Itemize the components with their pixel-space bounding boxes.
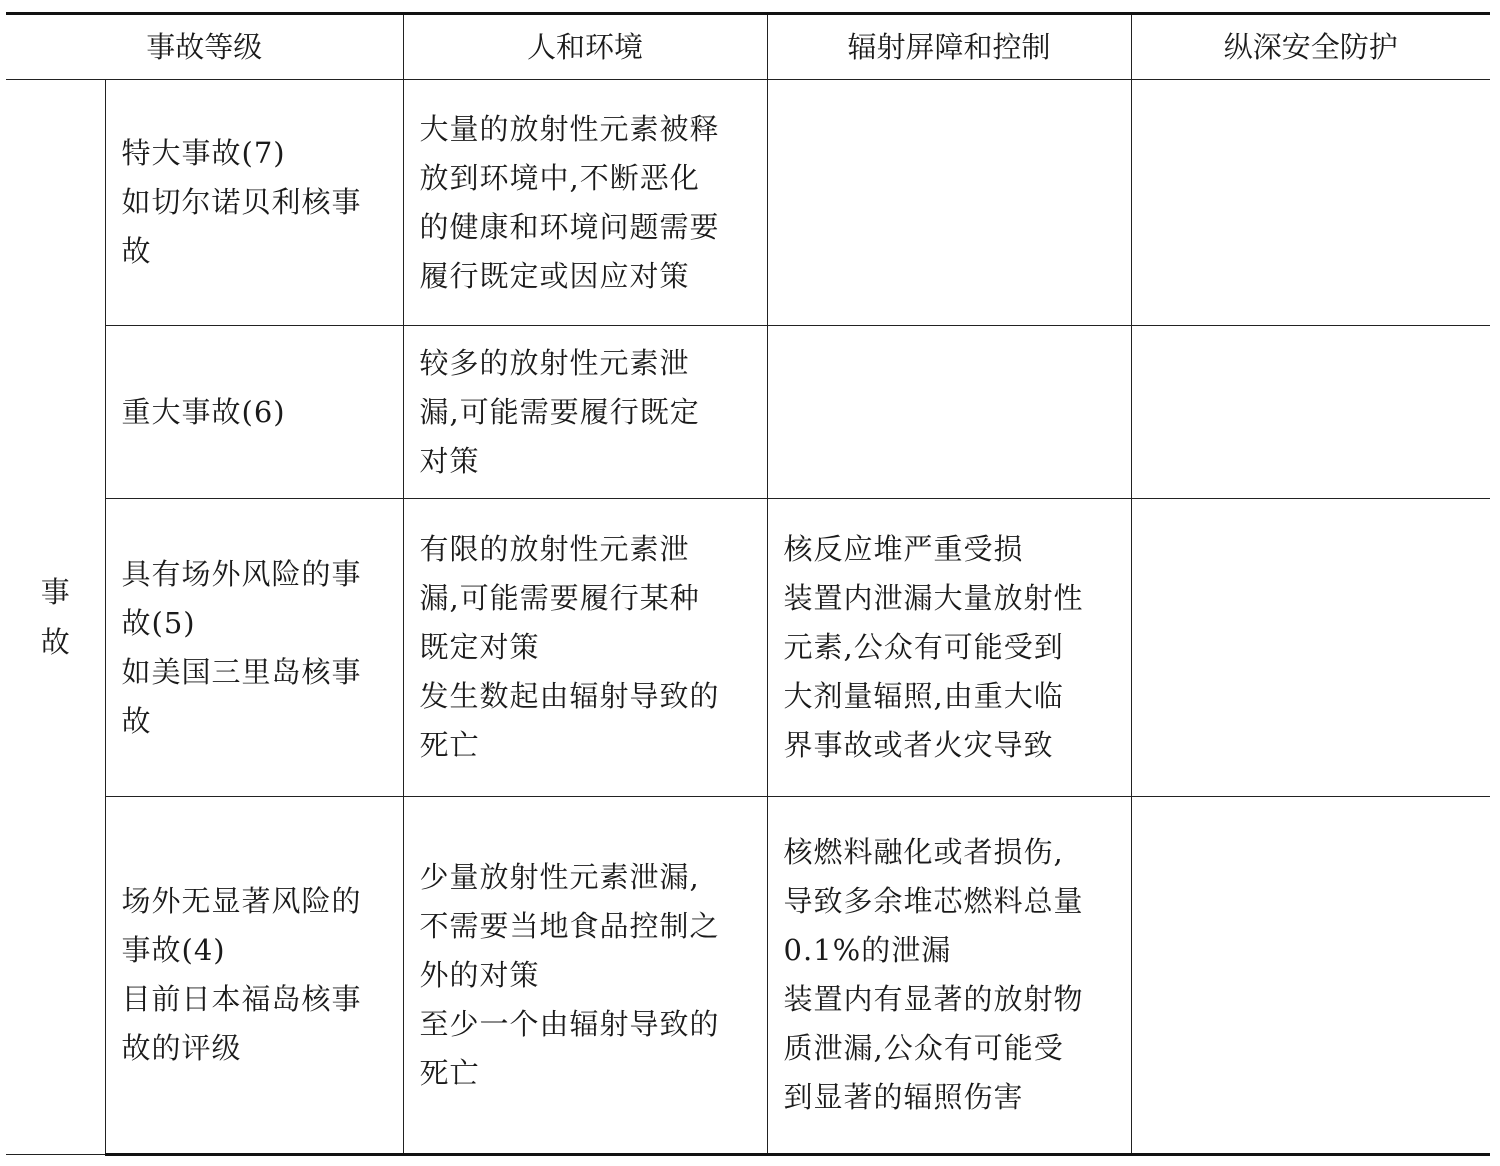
header-defense-in-depth: 纵深安全防护 [1131, 14, 1490, 80]
people-env-text: 少量放射性元素泄漏, 不需要当地食品控制之 外的对策 至少一个由辐射导致的 死亡 [419, 859, 720, 1090]
people-env-cell [403, 326, 767, 499]
header-accident-level: 事故等级 [6, 14, 403, 80]
defense-cell [1131, 797, 1490, 1155]
barrier-control-text: 核燃料融化或者损伤, 导致多余堆芯燃料总量 0.1%的泄漏 装置内有显著的放射物 质泄漏,公众有可能受 到显著的辐照伤害 [783, 835, 1084, 1114]
people-env-cell [403, 499, 767, 797]
people-env-text: 大量的放射性元素被释 放到环境中,不断恶化 的健康和环境问题需要 履行既定或因应对策 [419, 111, 720, 293]
level-text: 重大事故(6) [121, 394, 286, 429]
level-cell [105, 80, 403, 326]
barrier-control-cell [767, 797, 1131, 1155]
header-people-environment: 人和环境 [403, 14, 767, 80]
defense-cell [1131, 80, 1490, 326]
people-env-text: 较多的放射性元素泄 漏,可能需要履行既定 对策 [419, 345, 700, 478]
people-env-text: 有限的放射性元素泄 漏,可能需要履行某种 既定对策 发生数起由辐射导致的 死亡 [419, 532, 720, 762]
defense-cell [1131, 499, 1490, 797]
accident-level-table [6, 12, 1490, 1156]
barrier-control-text: 核反应堆严重受损 装置内泄漏大量放射性 元素,公众有可能受到 大剂量辐照,由重大临 界事故或者火灾导致 [783, 532, 1084, 762]
defense-cell [1131, 326, 1490, 499]
group-label: 事故 [40, 575, 70, 659]
table-row [6, 80, 1490, 326]
level-cell [105, 326, 403, 499]
people-env-cell [403, 797, 767, 1155]
barrier-control-cell [767, 326, 1131, 499]
level-text: 特大事故(7) 如切尔诺贝利核事 故 [121, 136, 362, 268]
barrier-control-cell [767, 499, 1131, 797]
level-text: 具有场外风险的事 故(5) 如美国三里岛核事 故 [121, 556, 362, 738]
header-radiation-barrier-control: 辐射屏障和控制 [767, 14, 1131, 80]
table-row [6, 499, 1490, 797]
level-text: 场外无显著风险的 事故(4) 目前日本福岛核事 故的评级 [121, 884, 362, 1065]
table-header-row [6, 14, 1490, 80]
table-row [6, 326, 1490, 499]
people-env-cell [403, 80, 767, 326]
group-cell-accident [6, 80, 105, 1155]
barrier-control-cell [767, 80, 1131, 326]
level-cell [105, 797, 403, 1155]
table-row [6, 797, 1490, 1155]
level-cell [105, 499, 403, 797]
